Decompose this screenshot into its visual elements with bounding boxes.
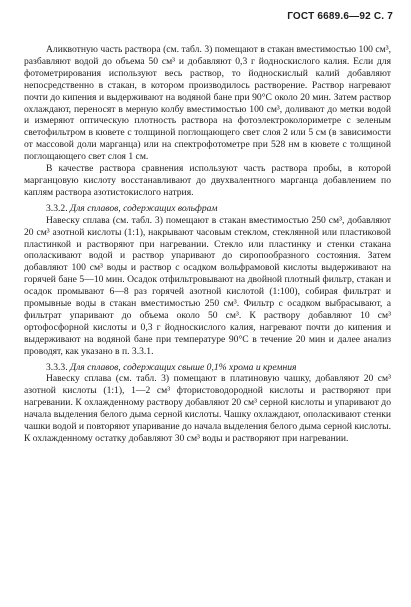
paragraph-chromium-silicon-procedure: Навеску сплава (см. табл. 3) помещают в платиновую чашку, добавляют 20 см³ азотной кислоты (1:1), 1—2 см³ фтористоводородной кислоты и растворяют при нагревании. К охлажденному раствору добавляют 20 см³ серной кислоты и упаривают до начала выделения белого дыма серной кислоты. Чашку охлаждают, ополаскивают стенки чашки водой и повторяют упаривание до начала выделения белого дыма серной кислоты. К охлажденному остатку добавляют 30 см³ воды и растворяют при нагревании. — [24, 373, 391, 444]
section-number: 3.3.2. — [46, 202, 68, 214]
paragraph-tungsten-procedure: Навеску сплава (см. табл. 3) помещают в стакан вместимостью 250 см³, добавляют 20 см³ азотной кислоты (1:1), накрывают часовым стеклом, стеклянной или пластиковой пластинкой и растворяют при нагревании. Стекло или пластинку и стенки стакана ополаскивают водой и раствор упаривают до сиропообразного состояния. Затем добавляют 100 см³ воды и раствор с осадком вольфрамовой кислоты выдерживают на горячей бане 5—10 мин. Осадок отфильтровывают на двойной плотный фильтр, стакан и осадок промывают 6—8 раз горячей азотной кислотой (1:100), собирая фильтрат и промывные воды в стакан вместимостью 250 см³. Фильтр с осадком выбрасывают, а фильтрат упаривают до объема около 50 см³. К раствору добавляют 10 см³ ортофосфорной кислоты и 0,3 г йодноскислого калия, нагревают почти до кипения и выдерживают на водяной бане при температуре 90°С в течение 20 мин и далее анализ проводят, как указано в п. 3.3.1. — [24, 214, 391, 357]
section-title: Для сплавов, содержащих свыше 0,1% хрома и кремния — [70, 361, 297, 373]
document-body — [24, 44, 391, 445]
paragraph-aliquot: Аликвотную часть раствора (см. табл. 3) помещают в стакан вместимостью 100 см³, разбавляют водой до объема 50 см³ и добавляют 0,3 г йодноскислого калия. Если для фотометрирования используют весь раствор, то йодноскислый калий добавляют непосредственно в стакан, в котором производилось растворение. Раствор нагревают почти до кипения и выдерживают на водяной бане при 90°С около 20 мин. Затем раствор охлаждают, переносят в мерную колбу вместимостью 100 см³, доливают до метки водой и измеряют оптическую плотность раствора на фотоэлектроколориметре с зеленым светофильтром в кювете с толщиной поглощающего свет слоя 2 или 5 см (в зависимости от массовой доли марганца) или на спектрофотометре при 528 нм в кювете с толщиной поглощающего свет слоя 1 см. — [24, 44, 391, 163]
paragraph-reference-solution: В качестве раствора сравнения используют часть раствора пробы, в которой марганцовую кислоту восстанавливают до двухвалентного марганца добавлением по каплям раствора азотистокислого натрия. — [24, 163, 391, 198]
section-heading-3-3-2 — [24, 203, 391, 215]
section-number: 3.3.3. — [46, 361, 68, 373]
page-header: ГОСТ 6689.6—92 С. 7 — [287, 11, 393, 22]
section-heading-3-3-3 — [24, 362, 391, 374]
section-title: Для сплавов, содержащих вольфрам — [70, 202, 218, 214]
